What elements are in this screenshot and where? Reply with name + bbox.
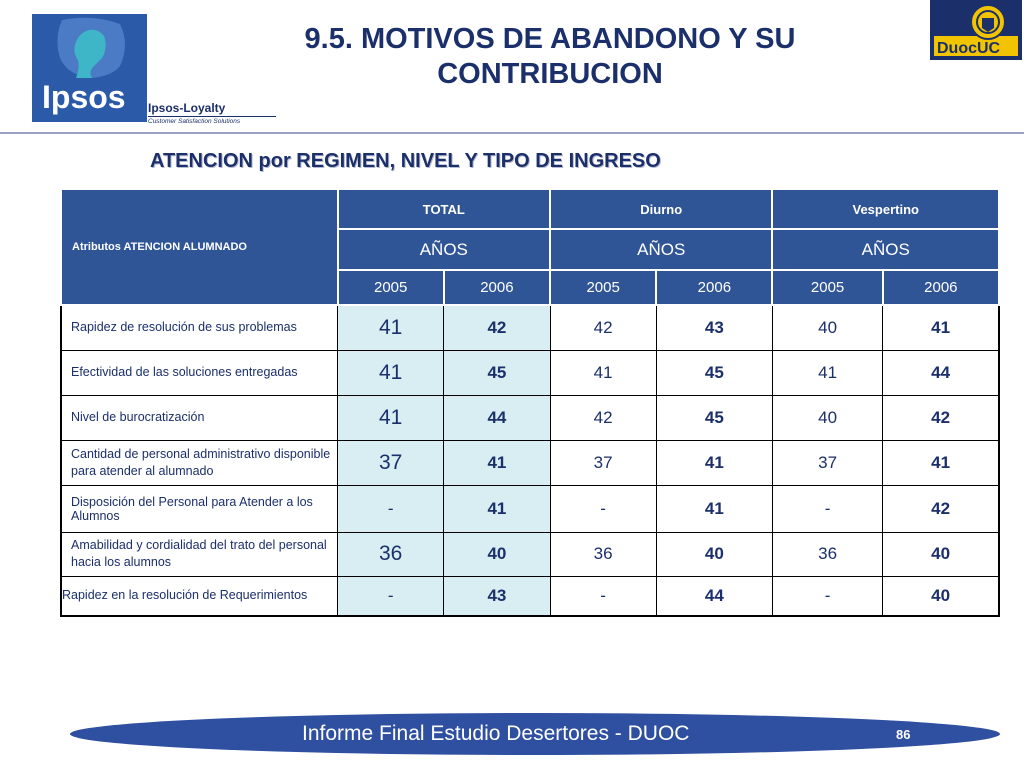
cell-value: 41 bbox=[883, 440, 999, 485]
ipsos-tagline: Customer Satisfaction Solutions bbox=[148, 116, 276, 125]
cell-value: 40 bbox=[656, 532, 772, 576]
cell-value: 40 bbox=[772, 305, 882, 350]
cell-value: 36 bbox=[550, 532, 656, 576]
cell-value: 43 bbox=[444, 576, 550, 616]
table-row bbox=[61, 532, 999, 576]
table-row bbox=[61, 485, 999, 532]
cell-value: - bbox=[772, 576, 882, 616]
header-divider bbox=[0, 132, 1024, 134]
cell-value: 42 bbox=[550, 305, 656, 350]
year-header: 2005 bbox=[338, 270, 444, 305]
cell-value: 41 bbox=[444, 485, 550, 532]
cell-value: 40 bbox=[772, 395, 882, 440]
page-number: 86 bbox=[896, 727, 911, 742]
cell-value: 41 bbox=[444, 440, 550, 485]
section-subtitle: ATENCION por REGIMEN, NIVEL Y TIPO DE INGRESO bbox=[150, 150, 661, 172]
cell-value: 40 bbox=[883, 576, 999, 616]
footer-text: Informe Final Estudio Desertores - DUOC bbox=[302, 722, 690, 745]
table-row bbox=[61, 305, 999, 350]
cell-value: 36 bbox=[338, 532, 444, 576]
cell-value: 42 bbox=[444, 305, 550, 350]
row-label: Rapidez en la resolución de Requerimientos bbox=[61, 576, 338, 616]
cell-value: - bbox=[338, 576, 444, 616]
cell-value: 45 bbox=[444, 350, 550, 395]
cell-value: 37 bbox=[772, 440, 882, 485]
page-title bbox=[250, 22, 850, 92]
cell-value: 40 bbox=[883, 532, 999, 576]
ipsos-subbrand: Ipsos-Loyalty bbox=[148, 101, 226, 115]
table-row bbox=[61, 395, 999, 440]
cell-value: - bbox=[550, 485, 656, 532]
year-header: 2006 bbox=[656, 270, 772, 305]
anos-header: AÑOS bbox=[338, 229, 550, 270]
cell-value: 44 bbox=[444, 395, 550, 440]
group-header-total: TOTAL bbox=[338, 189, 550, 229]
cell-value: 41 bbox=[772, 350, 882, 395]
cell-value: - bbox=[550, 576, 656, 616]
year-header: 2005 bbox=[550, 270, 656, 305]
cell-value: 45 bbox=[656, 395, 772, 440]
row-label: Efectividad de las soluciones entregadas bbox=[61, 350, 338, 395]
page-title-line2: CONTRIBUCION bbox=[437, 58, 663, 90]
anos-header: AÑOS bbox=[550, 229, 772, 270]
cell-value: 42 bbox=[883, 485, 999, 532]
ipsos-loyalty-brand bbox=[148, 102, 276, 125]
cell-value: 41 bbox=[656, 485, 772, 532]
svg-text:Ipsos: Ipsos bbox=[42, 79, 126, 115]
row-label: Nivel de burocratización bbox=[61, 395, 338, 440]
cell-value: - bbox=[772, 485, 882, 532]
page-title-line1: 9.5. MOTIVOS DE ABANDONO Y SU bbox=[304, 23, 796, 55]
cell-value: 42 bbox=[883, 395, 999, 440]
cell-value: 41 bbox=[883, 305, 999, 350]
anos-header: AÑOS bbox=[772, 229, 999, 270]
cell-value: 44 bbox=[883, 350, 999, 395]
year-header: 2006 bbox=[444, 270, 550, 305]
year-header: 2006 bbox=[883, 270, 999, 305]
cell-value: 41 bbox=[338, 395, 444, 440]
cell-value: - bbox=[338, 485, 444, 532]
attr-column-header: Atributos ATENCION ALUMNADO bbox=[61, 189, 338, 305]
table-row bbox=[61, 440, 999, 485]
attributes-table bbox=[60, 188, 1000, 617]
cell-value: 43 bbox=[656, 305, 772, 350]
cell-value: 36 bbox=[772, 532, 882, 576]
svg-text:DuocUC: DuocUC bbox=[937, 40, 1001, 57]
cell-value: 37 bbox=[550, 440, 656, 485]
cell-value: 42 bbox=[550, 395, 656, 440]
cell-value: 41 bbox=[338, 350, 444, 395]
cell-value: 37 bbox=[338, 440, 444, 485]
duoc-logo bbox=[930, 0, 1022, 60]
row-label: Rapidez de resolución de sus problemas bbox=[61, 305, 338, 350]
row-label: Amabilidad y cordialidad del trato del personal hacia los alumnos bbox=[61, 532, 338, 576]
cell-value: 45 bbox=[656, 350, 772, 395]
group-header-vespertino: Vespertino bbox=[772, 189, 999, 229]
cell-value: 41 bbox=[338, 305, 444, 350]
table-row bbox=[61, 350, 999, 395]
cell-value: 41 bbox=[656, 440, 772, 485]
year-header: 2005 bbox=[772, 270, 882, 305]
ipsos-logo bbox=[32, 14, 147, 122]
cell-value: 41 bbox=[550, 350, 656, 395]
cell-value: 40 bbox=[444, 532, 550, 576]
row-label: Cantidad de personal administrativo disponible para atender al alumnado bbox=[61, 440, 338, 485]
row-label: Disposición del Personal para Atender a los Alumnos bbox=[61, 485, 338, 532]
group-header-diurno: Diurno bbox=[550, 189, 772, 229]
cell-value: 44 bbox=[656, 576, 772, 616]
table-row bbox=[61, 576, 999, 616]
